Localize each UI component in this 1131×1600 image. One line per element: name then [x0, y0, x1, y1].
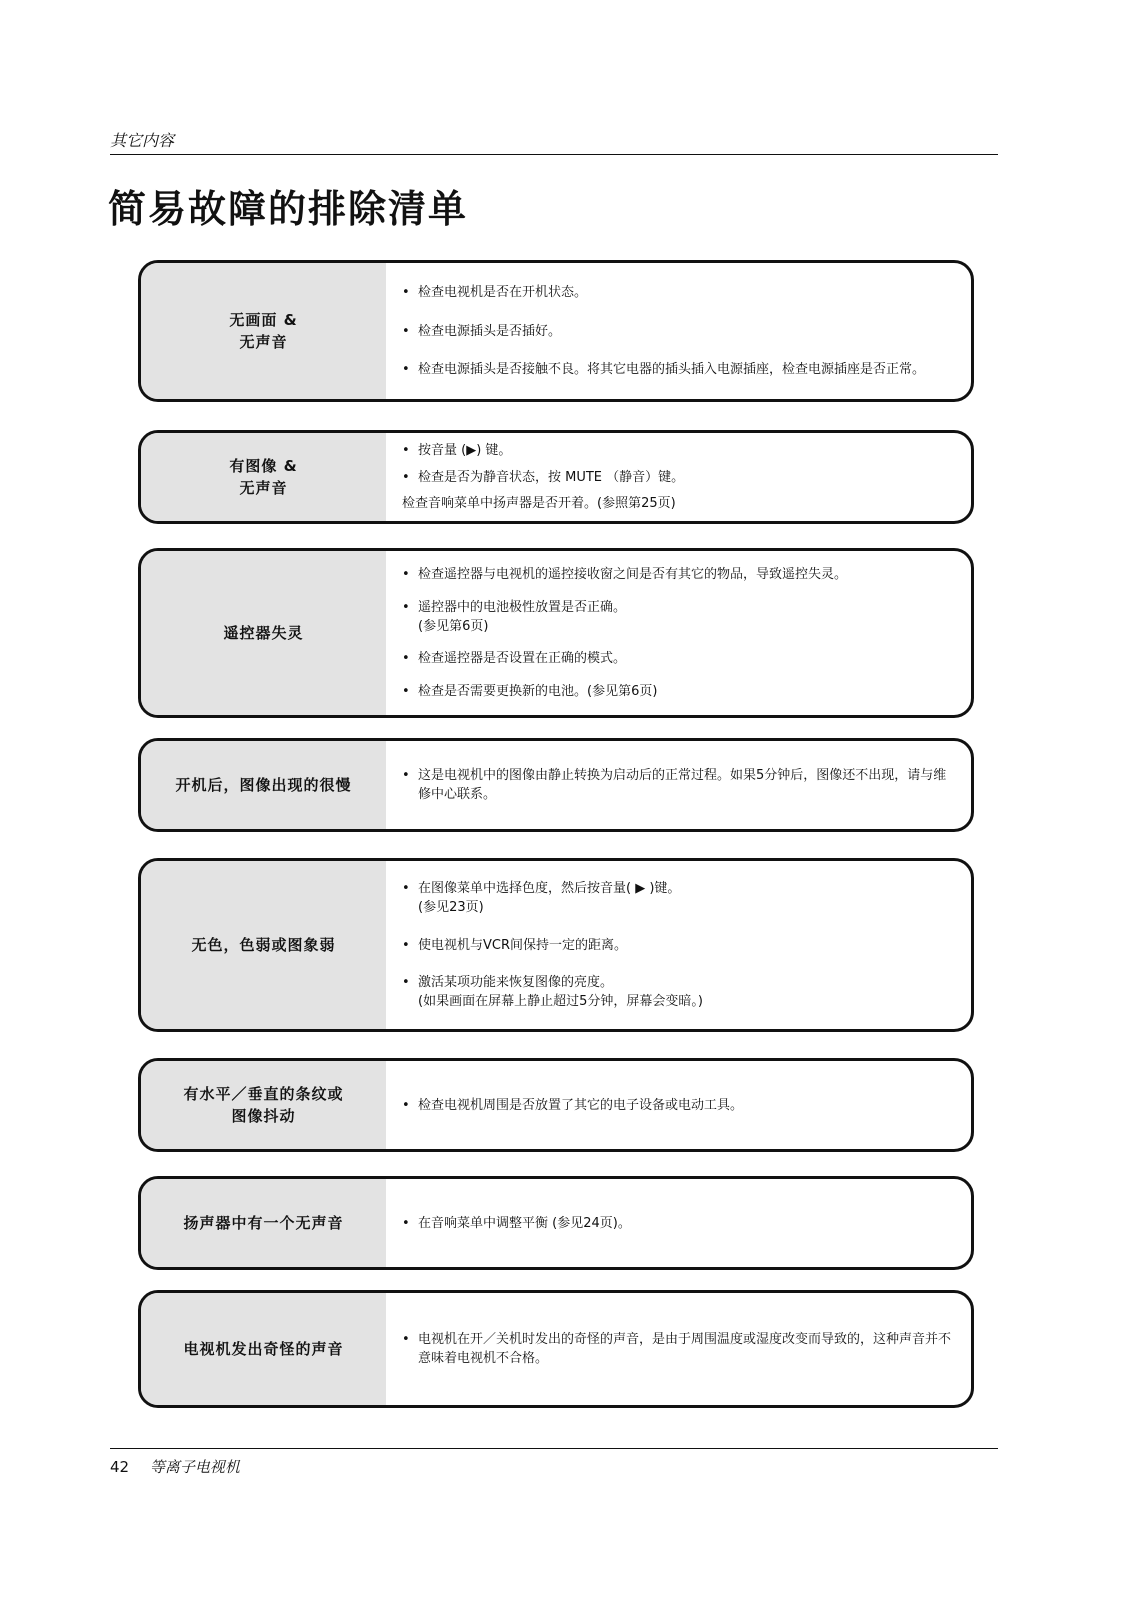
troubleshoot-row: [138, 738, 974, 832]
checks-cell: [386, 861, 971, 1029]
check-subnote: (参见第6页): [418, 618, 489, 634]
troubleshoot-row: [138, 858, 974, 1032]
symptom-cell: [141, 861, 386, 1029]
page-footer: [110, 1456, 240, 1477]
check-item: • 检查电源插头是否接触不良。将其它电器的插头插入电源插座，检查电源插座是否正常。: [402, 360, 951, 379]
check-subnote: (如果画面在屏幕上静止超过5分钟，屏幕会变暗。): [418, 993, 703, 1009]
symptom-line: 有图像 &: [229, 457, 298, 475]
checks-cell: [386, 263, 971, 399]
check-item: • 检查是否需要更换新的电池。(参见第6页): [402, 682, 951, 701]
check-item: [402, 973, 951, 1011]
symptom-cell: [141, 1179, 386, 1267]
product-name: 等离子电视机: [149, 1458, 240, 1476]
header-divider: [110, 154, 998, 155]
symptom-line: 电视机发出奇怪的声音: [183, 1340, 344, 1358]
check-note: 检查音响菜单中扬声器是否开着。(参照第25页): [402, 496, 676, 512]
troubleshoot-row: [138, 548, 974, 718]
check-item: [402, 879, 951, 917]
check-item: [402, 598, 951, 636]
symptom-cell: [141, 551, 386, 715]
troubleshoot-row: [138, 1058, 974, 1152]
check-text: • 在图像菜单中选择色度，然后按音量( ▶ )键。: [418, 881, 681, 897]
checks-cell: [386, 741, 971, 829]
check-item: • 使电视机与VCR间保持一定的距离。: [402, 936, 951, 955]
checks-cell: [386, 1293, 971, 1405]
check-item: • 检查遥控器与电视机的遥控接收窗之间是否有其它的物品，导致遥控失灵。: [402, 565, 951, 584]
symptom-cell: [141, 1061, 386, 1149]
checks-cell: [386, 551, 971, 715]
symptom-line: 无声音: [239, 333, 288, 351]
symptom-line: 开机后，图像出现的很慢: [175, 776, 352, 794]
troubleshoot-row: [138, 260, 974, 402]
page-number: 42: [110, 1458, 130, 1476]
symptom-cell: [141, 263, 386, 399]
checks-cell: [386, 1061, 971, 1149]
check-item: • 按音量 (▶) 键。: [402, 441, 951, 460]
symptom-line: 有水平／垂直的条纹或: [183, 1085, 344, 1103]
check-item: • 检查遥控器是否设置在正确的模式。: [402, 649, 951, 668]
check-item: • 在音响菜单中调整平衡 (参见24页)。: [402, 1214, 951, 1233]
check-item: • 这是电视机中的图像由静止转换为启动后的正常过程。如果5分钟后，图像还不出现，请与维修中心联系。: [402, 766, 951, 804]
checks-cell: [386, 433, 971, 521]
check-item: • 电视机在开／关机时发出的奇怪的声音，是由于周围温度或湿度改变而导致的，这种声音并不意味着电视机不合格。: [402, 1330, 951, 1368]
footer-divider: [110, 1448, 998, 1449]
symptom-line: 无画面 &: [229, 311, 298, 329]
checks-cell: [386, 1179, 971, 1267]
check-text: • 激活某项功能来恢复图像的亮度。: [418, 974, 614, 990]
check-text: • 遥控器中的电池极性放置是否正确。: [418, 599, 627, 615]
symptom-line: 遥控器失灵: [223, 624, 304, 642]
troubleshoot-row: [138, 1176, 974, 1270]
check-item: • 检查电视机是否在开机状态。: [402, 283, 951, 302]
symptom-cell: [141, 433, 386, 521]
symptom-line: 无色，色弱或图象弱: [191, 936, 336, 954]
check-item: • 检查电视机周围是否放置了其它的电子设备或电动工具。: [402, 1096, 951, 1115]
check-item: • 检查是否为静音状态，按 MUTE （静音）键。: [402, 468, 951, 487]
check-item: • 检查电源插头是否插好。: [402, 322, 951, 341]
symptom-line: 图像抖动: [231, 1107, 296, 1125]
section-label: 其它内容: [110, 131, 175, 150]
symptom-cell: [141, 1293, 386, 1405]
page-title: 简易故障的排除清单: [108, 187, 469, 231]
troubleshoot-row: [138, 1290, 974, 1408]
symptom-cell: [141, 741, 386, 829]
symptom-line: 无声音: [239, 479, 288, 497]
check-subnote: (参见23页): [418, 900, 484, 916]
symptom-line: 扬声器中有一个无声音: [183, 1214, 344, 1232]
troubleshoot-row: [138, 430, 974, 524]
